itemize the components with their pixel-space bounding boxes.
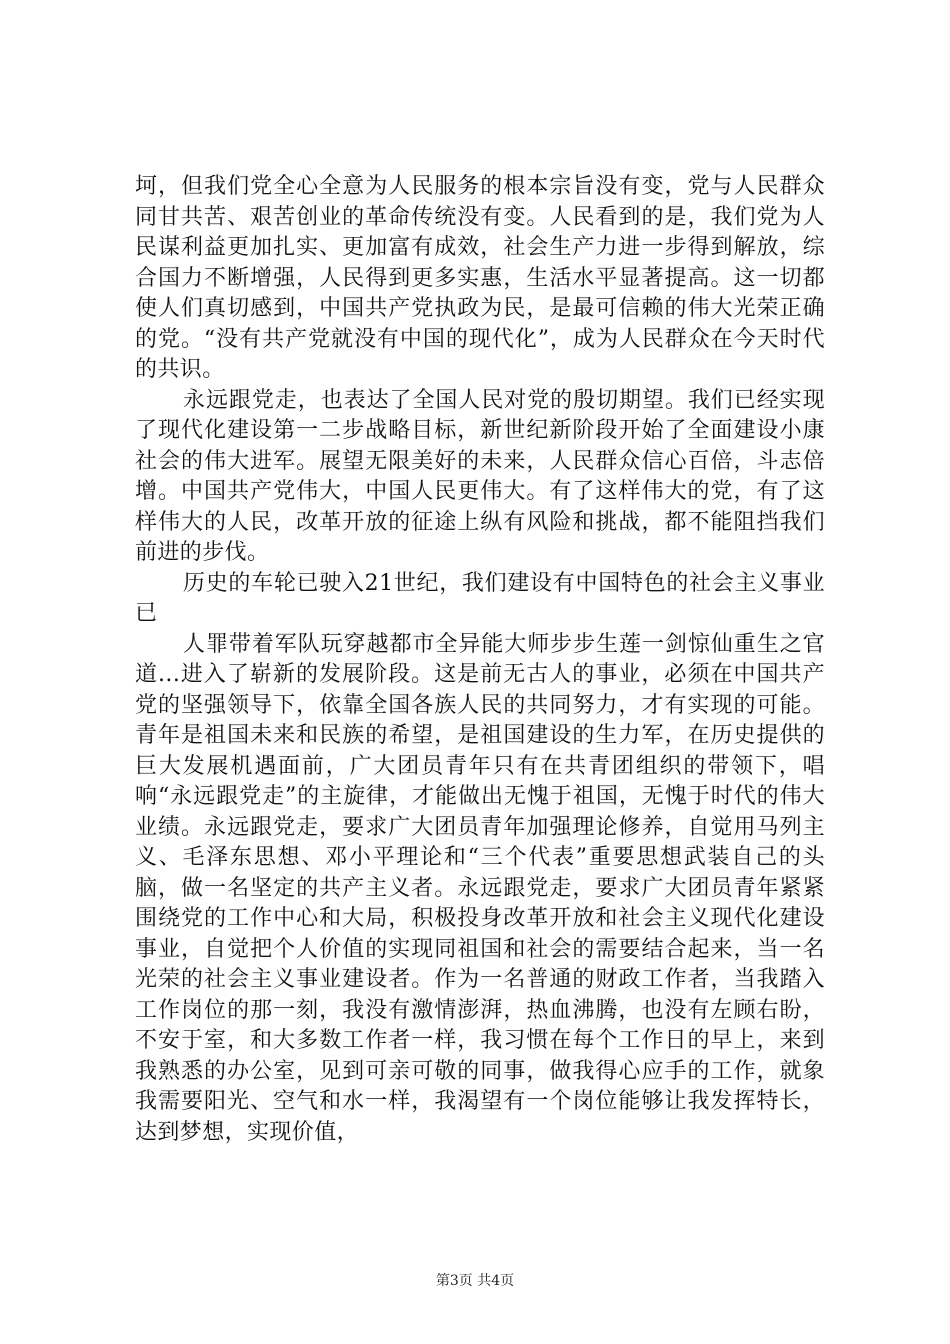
paragraph-youth: 人罪带着军队玩穿越都市全异能大师步步生莲一剑惊仙重生之官道...进入了崭新的发展阶段。这是前无古人的事业，必须在中国共产党的坚强领导下，依靠全国各族人民的共同努力，才有实现的可能。青年是祖国未来和民族的希望，是祖国建设的生力军，在历史提供的巨大发展机遇面前，广大团员青年只有在共青团组织的带领下，唱响“永远跟党走”的主旋律，才能做出无愧于祖国，无愧于时代的伟大业绩。永远跟党走，要求广大团员青年加强理论修养，自觉用马列主义、毛泽东思想、邓小平理论和“三个代表”重要思想武装自己的头脑，做一名坚定的共产主义者。永远跟党走，要求广大团员青年紧紧围绕党的工作中心和大局，积极投身改革开放和社会主义现代化建设事业，自觉把个人价值的实现同祖国和社会的需要结合起来，当一名光荣的社会主义事业建设者。作为一名普通的财政工作者，当我踏入工作岗位的那一刻，我没有激情澎湃，热血沸腾，也没有左顾右盼，不安于室，和大多数工作者一样，我习惯在每个工作日的早上，来到我熟悉的办公室，见到可亲可敬的同事，做我得心应手的工作，就象我需要阳光、空气和水一样，我渴望有一个岗位能够让我发挥特长，达到梦想，实现价值， — [135, 631, 825, 1145]
document-body — [135, 172, 825, 1148]
paragraph-history: 历史的车轮已驶入21世纪，我们建设有中国特色的社会主义事业已 — [135, 570, 825, 626]
paragraph-continued: 坷，但我们党全心全意为人民服务的根本宗旨没有变，党与人民群众同甘共苦、艰苦创业的革命传统没有变。人民看到的是，我们党为人民谋利益更加扎实、更加富有成效，社会生产力进一步得到解放，综合国力不断增强，人民得到更多实惠，生活水平显著提高。这一切都使人们真切感到，中国共产党执政为民，是最可信赖的伟大光荣正确的党。“没有共产党就没有中国的现代化”，成为人民群众在今天时代的共识。 — [135, 174, 825, 382]
paragraph-expectation: 永远跟党走，也表达了全国人民对党的殷切期望。我们已经实现了现代化建设第一二步战略目标，新世纪新阶段开始了全面建设小康社会的伟大进军。展望无限美好的未来，人民群众信心百倍，斗志倍增。中国共产党伟大，中国人民更伟大。有了这样伟大的党，有了这样伟大的人民，改革开放的征途上纵有风险和挑战，都不能阻挡我们前进的步伐。 — [135, 387, 825, 565]
page-footer: 第3页 共4页 — [435, 1273, 515, 1289]
